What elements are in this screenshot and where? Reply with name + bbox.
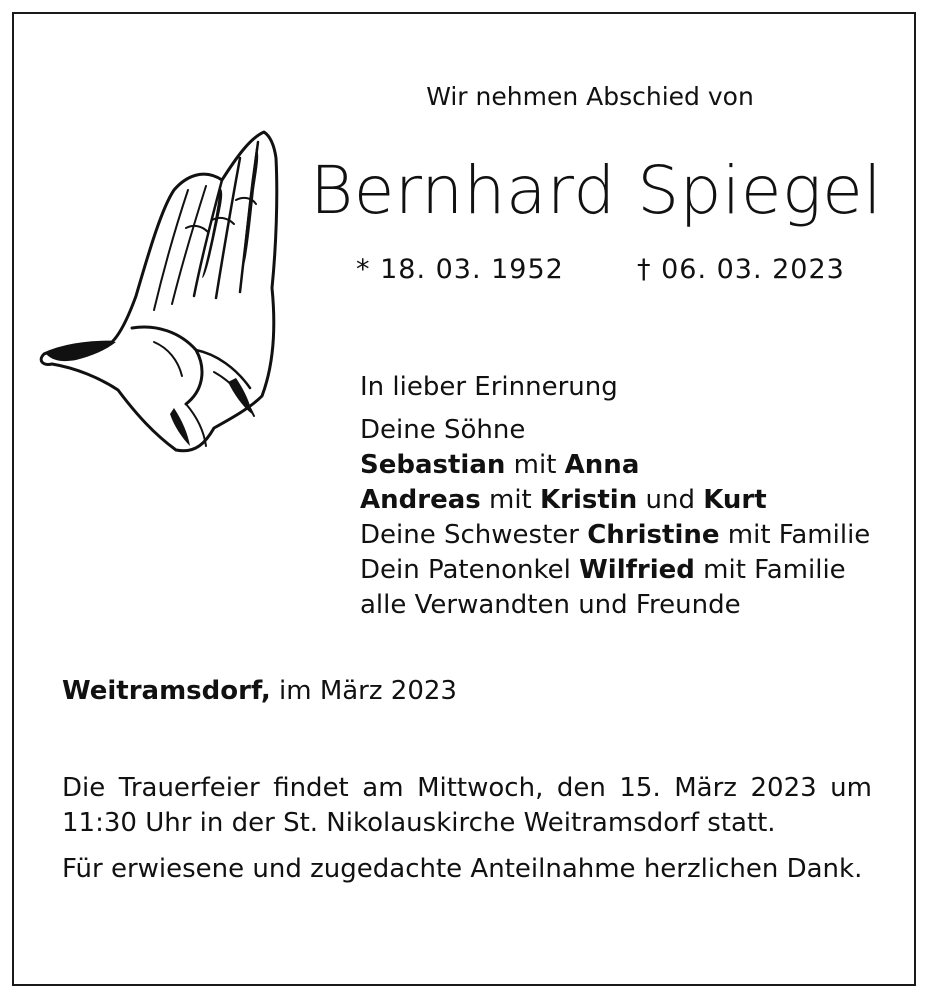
thanks-text: Für erwiesene und zugedachte Anteilnahme herzlichen Dank. [62,854,863,884]
place-date-line [62,676,457,706]
place-date: im März 2023 [270,676,457,706]
mourner-line-sons: Deine Söhne [360,415,526,445]
mourner-name: Wilfried [579,555,695,585]
spacer [360,405,870,413]
remembrance-heading: In lieber Erinnerung [360,372,618,402]
connector-text: und [637,485,704,515]
mourner-line-andreas [360,483,870,518]
death-date: † 06. 03. 2023 [637,254,845,285]
praying-hands-icon [36,128,286,458]
birth-date: * 18. 03. 1952 [356,254,564,285]
mourner-name: Christine [587,520,720,550]
relation-suffix: mit Familie [694,555,846,585]
mourner-name: Sebastian [360,450,506,480]
funeral-service-text: Die Trauerfeier findet am Mittwoch, den 15. März 2023 um 11:30 Uhr in der St. Nikolauskirche Weitramsdorf statt. [62,773,872,838]
mourner-line-sebastian [360,448,870,483]
intro-text: Wir nehmen Abschied von [426,82,754,111]
mourner-name: Kurt [703,485,767,515]
connector-text: mit [505,450,565,480]
connector-text: mit [480,485,541,515]
relation-text: Dein Patenonkel [360,555,580,585]
mourner-name: Anna [564,450,640,480]
mourner-name: Kristin [540,485,638,515]
relation-suffix: mit Familie [719,520,871,550]
place-town: Weitramsdorf, [62,676,271,706]
relation-text: Deine Schwester [360,520,588,550]
mourner-line-relatives: alle Verwandten und Freunde [360,590,741,620]
mourner-line-sister [360,518,870,553]
mourner-line-godfather [360,553,870,588]
deceased-name: Bernhard Spiegel [310,152,883,229]
mourners-list [360,370,870,623]
mourner-name: Andreas [360,485,481,515]
